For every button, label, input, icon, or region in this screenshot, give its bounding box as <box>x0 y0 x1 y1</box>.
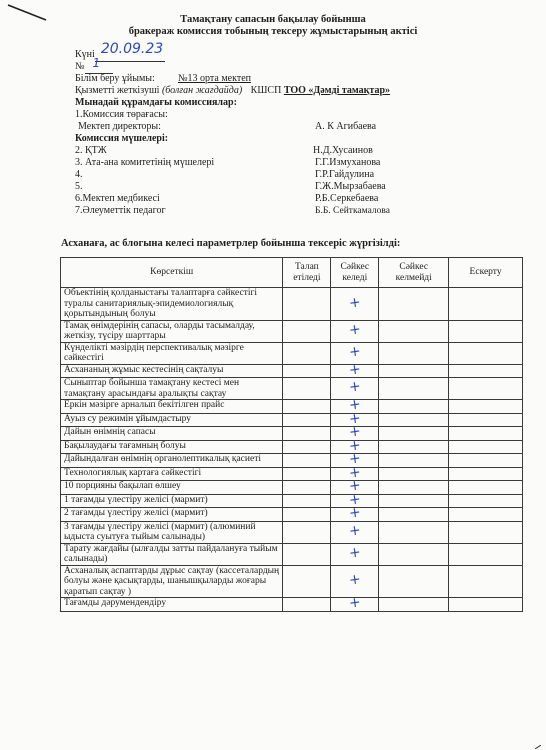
header-requirement: Талап етіледі <box>283 258 331 288</box>
plus-mark-icon: + <box>347 594 362 612</box>
cell-requirement <box>283 342 331 364</box>
plus-mark-icon: + <box>347 522 362 540</box>
cell-noncompliant <box>379 598 449 612</box>
cell-indicator: Дайын өнімнің сапасы <box>61 427 283 441</box>
cell-requirement <box>283 565 331 598</box>
supplier-kbsp: КШСП <box>250 85 282 96</box>
title-line-1: Тамақтану сапасын бақылау бойынша <box>180 14 366 25</box>
table-row <box>61 454 523 468</box>
cell-note <box>449 320 523 342</box>
cell-noncompliant <box>379 543 449 565</box>
table-row <box>61 342 523 364</box>
commission-heading: Мынадай құрамдағы комиссиялар: <box>75 97 237 108</box>
cell-note <box>449 342 523 364</box>
supplier-row <box>75 85 495 97</box>
cell-noncompliant <box>379 320 449 342</box>
plus-mark-icon: + <box>347 504 362 522</box>
table-row <box>61 521 523 543</box>
cell-note <box>449 565 523 598</box>
cell-noncompliant <box>379 440 449 454</box>
cell-compliant <box>331 543 379 565</box>
date-value: 20.09.23 <box>100 41 164 57</box>
member-role: 5. <box>75 181 83 192</box>
cell-requirement <box>283 400 331 414</box>
member-name: Г.Г.Измуханова <box>315 157 381 168</box>
table-row <box>61 440 523 454</box>
cell-indicator: Технологиялық картаға сәйкестігі <box>61 467 283 481</box>
cell-indicator: Тарату жағдайы (ылғалды затты пайдалануға тыйым салынады) <box>61 543 283 565</box>
header-noncompliant: Сәйкес келмейді <box>379 258 449 288</box>
cell-note <box>449 413 523 427</box>
cell-note <box>449 543 523 565</box>
cell-noncompliant <box>379 467 449 481</box>
cell-noncompliant <box>379 494 449 508</box>
cell-indicator: Асхананың жұмыс кестесінің сақталуы <box>61 364 283 378</box>
table-row <box>61 598 523 612</box>
plus-mark-icon: + <box>347 343 362 361</box>
table-row <box>61 467 523 481</box>
member-role: 6.Мектеп медбикесі <box>75 193 160 204</box>
cell-requirement <box>283 454 331 468</box>
date-row <box>75 41 495 61</box>
cell-indicator: Ауыз су режимін ұйымдастыру <box>61 413 283 427</box>
cell-compliant <box>331 320 379 342</box>
member-role: 2. ҚТЖ <box>75 145 107 156</box>
table-row <box>61 320 523 342</box>
cell-indicator: 1 тағамды үлестіру желісі (мармит) <box>61 494 283 508</box>
member-name: Р.Б.Серкебаева <box>315 193 379 204</box>
member-name: Б.Б. Сейткамалова <box>315 206 390 216</box>
inspection-intro: Асханаға, ас блогына келесі параметрлер бойынша тексеріс жүргізілді: <box>61 238 401 249</box>
plus-mark-icon: + <box>347 463 362 482</box>
chair-name: А. К Агибаева <box>315 121 377 132</box>
header-note: Ескерту <box>449 258 523 288</box>
member-role: 3. Ата-ана комитетінің мүшелері <box>75 157 215 168</box>
cell-noncompliant <box>379 521 449 543</box>
number-row <box>75 56 495 73</box>
cell-compliant <box>331 504 379 522</box>
cell-indicator: 10 порцияны бақылап өлшеу <box>61 481 283 495</box>
bottom-mark <box>535 745 541 749</box>
cell-note <box>449 494 523 508</box>
cell-noncompliant <box>379 378 449 400</box>
cell-indicator: 2 тағамды үлестіру желісі (мармит) <box>61 508 283 522</box>
table-row <box>61 378 523 400</box>
cell-indicator: Бақылаудағы тағамның болуы <box>61 440 283 454</box>
cell-compliant <box>331 594 379 612</box>
cell-indicator: Тағамды дәрумендендіру <box>61 598 283 612</box>
member-row <box>75 193 495 205</box>
cell-indicator: Еркін мәзірге арналып бекітілген прайс <box>61 400 283 414</box>
cell-requirement <box>283 467 331 481</box>
cell-requirement <box>283 508 331 522</box>
cell-noncompliant <box>379 288 449 321</box>
table-row <box>61 508 523 522</box>
table-row <box>61 427 523 441</box>
cell-indicator: Объектінің қолданыстағы талаптарға сәйкестігі туралы санитариялық-эпидемиологиялық қорытындының болуы <box>61 288 283 321</box>
cell-requirement <box>283 598 331 612</box>
cell-noncompliant <box>379 364 449 378</box>
supplier-label: Қызметті жеткізуші <box>75 85 160 96</box>
header-compliant: Сәйкес келеді <box>331 258 379 288</box>
cell-requirement <box>283 543 331 565</box>
plus-mark-icon: + <box>347 409 362 428</box>
table-row <box>61 565 523 598</box>
cell-requirement <box>283 494 331 508</box>
member-row <box>75 145 495 157</box>
member-row <box>75 157 495 169</box>
table-row <box>61 400 523 414</box>
plus-mark-icon: + <box>347 378 362 396</box>
member-row <box>75 205 495 217</box>
cell-compliant <box>331 342 379 364</box>
member-row <box>75 181 495 193</box>
table-body <box>61 288 523 612</box>
cell-note <box>449 481 523 495</box>
cell-requirement <box>283 481 331 495</box>
cell-note <box>449 400 523 414</box>
plus-mark-icon: + <box>347 360 362 379</box>
member-name: Н.Д.Хусаинов <box>313 145 373 156</box>
cell-note <box>449 378 523 400</box>
cell-noncompliant <box>379 481 449 495</box>
cell-requirement <box>283 364 331 378</box>
table-row <box>61 543 523 565</box>
cell-noncompliant <box>379 454 449 468</box>
cell-note <box>449 288 523 321</box>
supplier-name: ТОО «Дәмді тамақтар» <box>283 85 391 96</box>
table-row <box>61 494 523 508</box>
cell-note <box>449 467 523 481</box>
member-row <box>75 169 495 181</box>
cell-requirement <box>283 427 331 441</box>
org-label: Білім беру ұйымы: <box>75 73 155 84</box>
cell-note <box>449 440 523 454</box>
plus-mark-icon: + <box>347 571 362 589</box>
cell-compliant <box>331 288 379 321</box>
cell-noncompliant <box>379 565 449 598</box>
title-line-2: бракераж комиссия тобының тексеру жұмыстарының актісі <box>128 26 418 37</box>
org-row <box>75 73 495 85</box>
header-indicator: Көрсеткіш <box>61 258 283 288</box>
cell-compliant <box>331 521 379 543</box>
plus-mark-icon: + <box>347 477 362 495</box>
cell-noncompliant <box>379 508 449 522</box>
cell-indicator: Күнделікті мәзірдің перспективалық мәзірге сәйкестігі <box>61 342 283 364</box>
supplier-italic: (болған жағдайда) <box>161 85 243 96</box>
chair-heading: 1.Комиссия төрағасы: <box>75 109 168 120</box>
members-heading: Комиссия мүшелері: <box>75 133 169 144</box>
cell-noncompliant <box>379 342 449 364</box>
cell-compliant <box>331 360 379 379</box>
plus-mark-icon: + <box>347 293 362 312</box>
cell-indicator: Тамақ өнімдерінің сапасы, оларды тасымалдау, жеткізу, түсіру шарттары <box>61 320 283 342</box>
cell-note <box>449 508 523 522</box>
table-row <box>61 481 523 495</box>
document-title <box>0 14 546 38</box>
plus-mark-icon: + <box>347 423 362 441</box>
plus-mark-icon: + <box>347 396 362 414</box>
number-value: 1 <box>92 56 101 70</box>
table-row <box>61 413 523 427</box>
org-value: №13 орта мектеп <box>178 73 251 84</box>
cell-noncompliant <box>379 413 449 427</box>
chair-row <box>75 121 495 133</box>
chair-role: Мектеп директоры: <box>78 121 161 132</box>
member-role: 4. <box>75 169 83 180</box>
cell-indicator: Асханалық аспаптарды дұрыс сақтау (кассеталардың болуы және қасықтарды, шанышқыларды жоғары қаратып сақтау ) <box>61 565 283 598</box>
cell-indicator: Дайындалған өнімнің органолептикалық қасиеті <box>61 454 283 468</box>
cell-noncompliant <box>379 427 449 441</box>
table-header-row <box>61 258 523 288</box>
member-name: Г.Ж.Мырзабаева <box>315 181 386 192</box>
member-role: 7.Әлеуметтік педагог <box>75 205 166 216</box>
cell-indicator: 3 тағамды үлестіру желісі (мармит) (алюминий ыдыста суытуға тыйым салынады) <box>61 521 283 543</box>
inspection-table <box>60 257 523 612</box>
cell-requirement <box>283 320 331 342</box>
date-label: Күні <box>75 49 95 60</box>
cell-note <box>449 427 523 441</box>
number-label: № <box>75 61 85 72</box>
plus-mark-icon: + <box>347 321 362 339</box>
plus-mark-icon: + <box>347 450 362 468</box>
cell-requirement <box>283 440 331 454</box>
plus-mark-icon: + <box>347 544 362 562</box>
cell-note <box>449 364 523 378</box>
cell-requirement <box>283 378 331 400</box>
plus-mark-icon: + <box>347 436 362 455</box>
cell-requirement <box>283 413 331 427</box>
cell-note <box>449 454 523 468</box>
table-row <box>61 364 523 378</box>
table-row <box>61 288 523 321</box>
cell-requirement <box>283 288 331 321</box>
cell-note <box>449 521 523 543</box>
plus-mark-icon: + <box>347 490 362 509</box>
cell-noncompliant <box>379 400 449 414</box>
cell-indicator: Сыныптар бойынша тамақтану кестесі мен тамақтану арасындағы аралықты сақтау <box>61 378 283 400</box>
cell-requirement <box>283 521 331 543</box>
cell-note <box>449 598 523 612</box>
cell-compliant <box>331 565 379 598</box>
form-header <box>75 41 495 217</box>
member-name: Г.Р.Гайдулина <box>315 169 375 180</box>
